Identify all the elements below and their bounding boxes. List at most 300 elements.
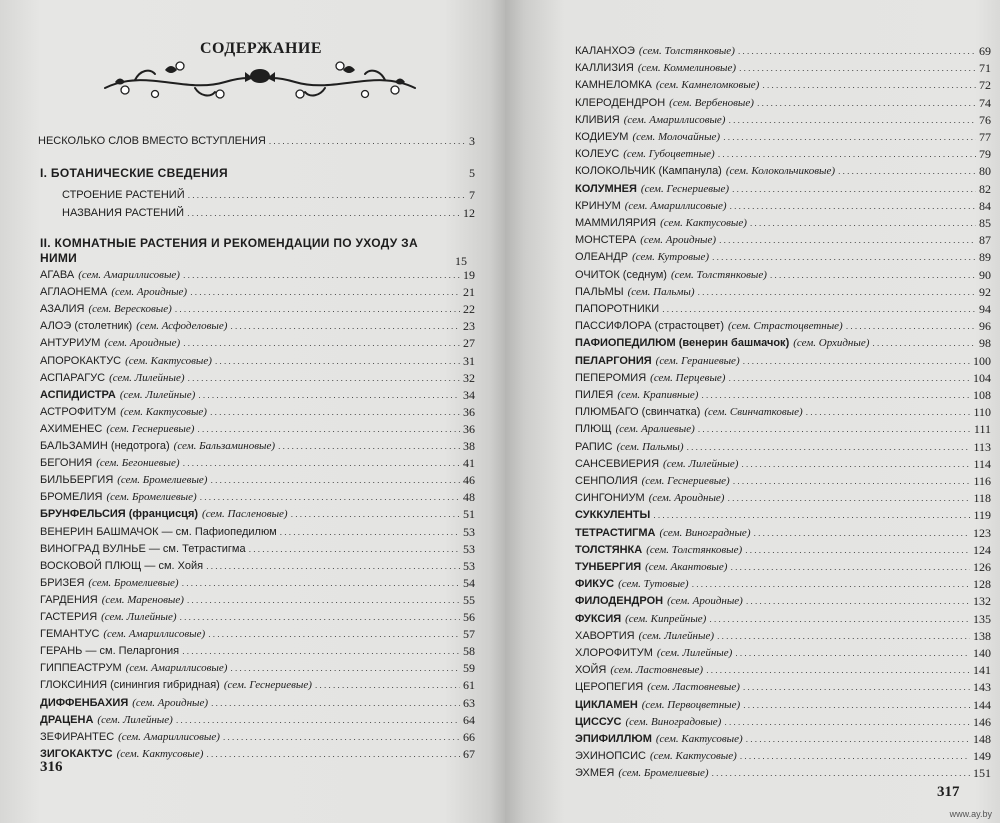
toc-entry-title: СУККУЛЕНТЫ xyxy=(575,509,651,522)
toc-entry-title: ФИЛОДЕНДРОН xyxy=(575,595,664,608)
dot-leader xyxy=(187,593,460,607)
toc-entry[interactable] xyxy=(575,422,991,436)
toc-page-number: 110 xyxy=(973,405,991,420)
toc-entry[interactable] xyxy=(575,698,991,712)
toc-page-number: 123 xyxy=(973,525,991,540)
toc-page-number: 144 xyxy=(973,697,991,712)
toc-entry-family: (сем. Коммелиновые) xyxy=(637,62,736,75)
dot-leader xyxy=(692,577,970,591)
toc-entry[interactable] xyxy=(575,336,991,350)
toc-entry[interactable] xyxy=(575,388,991,402)
toc-page-number: 46 xyxy=(463,473,475,488)
toc-entry-title: ГАРДЕНИЯ xyxy=(40,593,98,606)
toc-page-number: 53 xyxy=(463,558,475,573)
toc-entry[interactable] xyxy=(575,319,991,333)
toc-entry[interactable] xyxy=(40,593,475,607)
toc-entry-family: (сем. Кактусовые) xyxy=(660,217,747,229)
dot-leader xyxy=(198,388,460,402)
dot-leader xyxy=(269,134,466,148)
toc-page-number: 118 xyxy=(973,491,991,506)
toc-page-number: 12 xyxy=(463,206,475,220)
toc-entry-title: ЦИКЛАМЕН xyxy=(575,698,638,711)
toc-entry-family: (сем. Вербеновые) xyxy=(669,96,754,109)
toc-page-number: 51 xyxy=(463,507,475,522)
toc-entry-title: ГЕРАНЬ — см. Пеларгония xyxy=(40,645,180,658)
toc-entry-family: (сем. Мареновые) xyxy=(101,593,184,606)
toc-entry-title: КАЛЛИЗИЯ xyxy=(575,62,634,75)
toc-entry[interactable] xyxy=(40,559,475,573)
toc-page-number: 3 xyxy=(469,134,475,148)
dot-leader xyxy=(730,560,970,574)
dot-leader xyxy=(757,96,976,110)
toc-entry-title: СИНГОНИУМ xyxy=(575,492,645,505)
toc-entry[interactable] xyxy=(40,627,475,641)
toc-entry[interactable] xyxy=(40,439,475,453)
dot-leader xyxy=(718,147,976,161)
toc-section-2-heading[interactable]: II. КОМНАТНЫЕ РАСТЕНИЯ И РЕКОМЕНДАЦИИ ПО УХОДУ ЗА НИМИ xyxy=(40,236,418,265)
dot-leader xyxy=(724,715,970,729)
toc-entry[interactable] xyxy=(40,661,475,675)
dot-leader xyxy=(732,182,976,196)
toc-entry-family: (сем. Ароидные) xyxy=(132,696,209,709)
toc-page-number: 82 xyxy=(979,181,991,196)
toc-entry-family: (сем. Бромелиевые) xyxy=(117,474,208,487)
toc-entry[interactable] xyxy=(575,96,991,110)
toc-entry-family: (сем. Бромелиевые) xyxy=(618,767,709,780)
dot-leader xyxy=(739,61,976,75)
dot-leader xyxy=(230,661,460,675)
toc-entry-title: АХИМЕНЕС xyxy=(40,422,103,435)
toc-entry[interactable] xyxy=(40,473,475,487)
toc-intro[interactable] xyxy=(38,134,475,148)
toc-entry-family: (сем. Бромелиевые) xyxy=(88,576,179,589)
watermark: www.ay.by xyxy=(949,809,992,819)
toc-entry[interactable] xyxy=(575,508,991,522)
toc-entry-title: ОЧИТОК (седнум) xyxy=(575,268,667,281)
toc-entry-title: БАЛЬЗАМИН (недотрога) xyxy=(40,440,170,452)
toc-entry-family: (сем. Амариллисовые) xyxy=(118,730,220,743)
toc-entry-title: АПОРОКАКТУС xyxy=(40,354,122,367)
toc-entry[interactable] xyxy=(40,388,475,402)
dot-leader xyxy=(188,371,461,385)
toc-entry[interactable] xyxy=(40,713,475,727)
toc-entry-family: (сем. Ароидные) xyxy=(640,234,717,247)
toc-entry[interactable] xyxy=(575,766,991,780)
toc-entry-family: (сем. Пальмы) xyxy=(616,440,684,453)
toc-page-number: 79 xyxy=(979,147,991,162)
toc-entry[interactable] xyxy=(575,233,991,247)
toc-entry-family: (сем. Кактусовые) xyxy=(116,747,204,760)
dot-leader xyxy=(662,302,976,316)
toc-page-number: 114 xyxy=(973,456,991,471)
toc-page-number: 66 xyxy=(463,729,475,744)
toc-entry-family: (сем. Акантовые) xyxy=(645,561,728,573)
toc-entry[interactable] xyxy=(575,164,991,178)
toc-entry[interactable] xyxy=(575,715,991,729)
dot-leader xyxy=(741,457,970,471)
toc-entry-title: ЭХМЕЯ xyxy=(575,767,615,780)
toc-entry-family: (сем. Ластовневые) xyxy=(647,681,740,694)
toc-entry[interactable] xyxy=(40,456,475,470)
toc-entry[interactable] xyxy=(575,680,991,694)
toc-entry-title: КРИНУМ xyxy=(575,199,621,212)
toc-entry[interactable] xyxy=(40,490,475,504)
toc-entry-family: (сем. Ароидные) xyxy=(104,337,181,350)
toc-page-number: 84 xyxy=(979,198,991,213)
toc-entry[interactable] xyxy=(40,354,475,368)
toc-page-number: 54 xyxy=(463,575,475,590)
toc-entry-title: АЛОЭ (столетник) xyxy=(40,320,133,333)
toc-page-number: 56 xyxy=(463,610,475,624)
toc-entry[interactable] xyxy=(40,507,475,521)
dot-leader xyxy=(315,678,460,692)
toc-entry[interactable] xyxy=(575,250,991,264)
toc-entry[interactable] xyxy=(575,663,991,677)
dot-leader xyxy=(653,508,970,522)
toc-entry[interactable] xyxy=(40,747,475,761)
toc-entry-title: ДРАЦЕНА xyxy=(40,713,94,726)
toc-page-number: 69 xyxy=(979,44,991,58)
toc-entry[interactable] xyxy=(575,182,991,196)
page-number: 317 xyxy=(937,784,960,800)
toc-entry-title: ПЛЮМБАГО (свинчатка) xyxy=(575,406,701,419)
toc-entry-title: АГЛАОНЕМА xyxy=(40,286,108,299)
dot-leader xyxy=(723,130,976,144)
toc-entry-family: (сем. Лилейные) xyxy=(119,388,196,401)
toc-entry[interactable] xyxy=(575,130,991,144)
toc-page-number: 104 xyxy=(973,370,991,385)
toc-page-number: 92 xyxy=(979,284,991,299)
dot-leader xyxy=(712,250,976,264)
toc-entry-title: КАЛАНХОЭ xyxy=(575,45,635,57)
toc-entry-family: (сем. Вересковые) xyxy=(88,303,172,316)
toc-entry-family: (сем. Камнеломковые) xyxy=(655,79,760,92)
dot-leader xyxy=(750,216,976,230)
dot-leader xyxy=(838,164,976,178)
toc-entry-title: СТРОЕНИЕ РАСТЕНИЙ xyxy=(62,189,185,201)
toc-page-number: 141 xyxy=(973,663,991,678)
toc-page-number: 27 xyxy=(463,336,475,351)
dot-leader xyxy=(183,336,460,350)
toc-page-number: 146 xyxy=(973,714,991,729)
toc-entry-family: (сем. Страстоцветные) xyxy=(728,320,843,333)
toc-entry-title: ФИКУС xyxy=(575,578,615,591)
dot-leader xyxy=(743,680,970,694)
dot-leader xyxy=(712,766,971,780)
toc-entry-title: ХОЙЯ xyxy=(575,664,607,677)
toc-entry[interactable] xyxy=(575,371,991,385)
toc-entry[interactable] xyxy=(575,405,991,419)
dot-leader xyxy=(176,713,460,727)
toc-entry[interactable] xyxy=(40,336,475,350)
toc-entry-title: ПЛЮЩ xyxy=(575,423,612,436)
toc-entry[interactable] xyxy=(40,319,475,333)
toc-page-number: 126 xyxy=(973,560,991,574)
toc-entry-title: БИЛЬБЕРГИЯ xyxy=(40,474,114,487)
dot-leader xyxy=(698,285,976,299)
dot-leader xyxy=(698,422,971,436)
dot-leader xyxy=(743,698,970,712)
toc-entry-family: (сем. Амариллисовые) xyxy=(78,269,180,281)
toc-entry-title: АНТУРИУМ xyxy=(40,337,101,350)
dot-leader xyxy=(183,456,460,470)
dot-leader xyxy=(733,474,971,488)
toc-page-number: 36 xyxy=(463,404,475,419)
toc-entry[interactable] xyxy=(40,730,475,744)
toc-entry[interactable] xyxy=(575,594,991,608)
dot-leader xyxy=(746,594,970,608)
toc-page-number: 116 xyxy=(973,474,991,488)
dot-leader xyxy=(210,405,460,419)
toc-entry-title: КОДИЕУМ xyxy=(575,131,629,143)
dot-leader xyxy=(223,730,460,744)
dot-leader xyxy=(745,543,970,557)
toc-entry-family: (сем. Гераниевые) xyxy=(655,354,740,367)
toc-entry-title: ДИФФЕНБАХИЯ xyxy=(40,696,129,709)
toc-entry-title: ОЛЕАНДР xyxy=(575,251,629,264)
dot-leader xyxy=(743,354,970,368)
toc-entry-title: ЗИГОКАКТУС xyxy=(40,747,113,760)
toc-page-number: 67 xyxy=(463,746,475,761)
toc-entry[interactable] xyxy=(40,422,475,436)
toc-entry[interactable] xyxy=(575,457,991,471)
toc-entry-family: (сем. Лилейные) xyxy=(663,457,739,470)
dot-leader xyxy=(738,44,976,58)
toc-entry[interactable] xyxy=(40,285,475,299)
toc-page-number: 94 xyxy=(979,302,991,316)
toc-entry-title: ГЛОКСИНИЯ (синингия гибридная) xyxy=(40,679,220,692)
dot-leader xyxy=(182,576,460,590)
toc-page-number: 7 xyxy=(469,188,475,202)
toc-entry-family: (сем. Толстянковые) xyxy=(670,268,767,281)
toc-entry-family: (сем. Кактусовые) xyxy=(649,750,737,763)
toc-entry-family: (сем. Кипрейные) xyxy=(625,612,707,625)
dot-leader xyxy=(180,610,460,624)
section-heading: I. БОТАНИЧЕСКИЕ СВЕДЕНИЯ xyxy=(40,166,228,180)
toc-entry-family: (сем. Колокольчиковые) xyxy=(725,165,836,178)
toc-entry[interactable] xyxy=(575,474,991,488)
toc-entry-family: (сем. Амариллисовые) xyxy=(623,113,726,126)
toc-entry-family: (сем. Бегониевые) xyxy=(96,457,180,470)
toc-page-number: 72 xyxy=(979,78,991,93)
toc-page-number: 140 xyxy=(973,646,991,660)
toc-entry-title: ТУНБЕРГИЯ xyxy=(575,561,642,573)
toc-entry-title: НЕСКОЛЬКО СЛОВ ВМЕСТО ВСТУПЛЕНИЯ xyxy=(38,135,266,147)
toc-entry[interactable] xyxy=(575,268,991,282)
toc-entry[interactable] xyxy=(575,199,991,213)
toc-entry[interactable] xyxy=(575,629,991,643)
toc-page-number: 32 xyxy=(463,370,475,385)
toc-entry-title: КОЛЕУС xyxy=(575,148,620,161)
toc-entry[interactable] xyxy=(575,560,991,574)
toc-entry-title: НАЗВАНИЯ РАСТЕНИЙ xyxy=(62,207,185,219)
dot-leader xyxy=(728,371,970,385)
dot-leader xyxy=(206,747,460,761)
toc-entry-title: ВЕНЕРИН БАШМАЧОК — см. Пафиопедилюм xyxy=(40,525,277,538)
toc-entry[interactable] xyxy=(575,612,991,626)
toc-entry-title: ЦЕРОПЕГИЯ xyxy=(575,681,644,694)
toc-entry[interactable] xyxy=(40,302,475,316)
dot-leader xyxy=(709,612,970,626)
toc-entry[interactable] xyxy=(40,542,475,556)
toc-page-number: 21 xyxy=(463,285,475,300)
toc-page-number: 36 xyxy=(463,421,475,436)
toc-entry[interactable] xyxy=(575,526,991,540)
toc-page-number: 74 xyxy=(979,95,991,110)
toc-entry-title: КАМНЕЛОМКА xyxy=(575,79,652,92)
dot-leader xyxy=(187,206,460,220)
toc-entry-title: КОЛОКОЛЬЧИК (Кампанула) xyxy=(575,165,722,178)
toc-entry-title: КЛИВИЯ xyxy=(575,113,620,126)
toc-entry[interactable] xyxy=(575,354,991,368)
toc-entry-title: ПЕПЕРОМИЯ xyxy=(575,371,647,384)
toc-page-number: 85 xyxy=(979,216,991,230)
toc-entry[interactable] xyxy=(575,577,991,591)
toc-page-number: 23 xyxy=(463,319,475,334)
toc-entry-title: ТЕТРАСТИГМА xyxy=(575,526,656,539)
toc-page-number: 76 xyxy=(979,112,991,127)
toc-section-1[interactable] xyxy=(40,166,475,180)
toc-entry-title: ВОСКОВОЙ ПЛЮЩ — см. Хойя xyxy=(40,559,204,572)
toc-entry[interactable] xyxy=(40,371,475,385)
toc-entry[interactable] xyxy=(40,696,475,710)
toc-entry-family: (сем. Кактусовые) xyxy=(655,733,743,745)
toc-entry[interactable] xyxy=(575,543,991,557)
toc-page-number: 151 xyxy=(973,766,991,781)
dot-leader xyxy=(730,199,977,213)
dot-leader xyxy=(846,319,976,333)
toc-entry[interactable] xyxy=(40,525,475,539)
toc-entry-family: (сем. Асфоделовые) xyxy=(136,320,228,333)
toc-page-number: 111 xyxy=(973,422,991,437)
toc-page-number: 61 xyxy=(463,678,475,693)
toc-entry-family: (сем. Геснериевые) xyxy=(641,475,730,487)
toc-entry-title: ГАСТЕРИЯ xyxy=(40,611,98,623)
toc-entry[interactable] xyxy=(575,491,991,505)
toc-entry-family: (сем. Лилейные) xyxy=(101,611,177,623)
toc-entry-family: (сем. Бромелиевые) xyxy=(106,491,197,504)
toc-entry[interactable] xyxy=(40,405,475,419)
toc-entry[interactable] xyxy=(62,188,475,202)
toc-entry-family: (сем. Толстянковые) xyxy=(638,45,735,57)
toc-entry[interactable] xyxy=(575,302,991,316)
toc-entry-title: СЕНПОЛИЯ xyxy=(575,475,638,487)
toc-page-number: 5 xyxy=(469,166,475,180)
toc-entry-family: (сем. Лилейные) xyxy=(638,629,715,642)
toc-entry-title: ПЕЛАРГОНИЯ xyxy=(575,354,652,367)
toc-entry-title: АСПАРАГУС xyxy=(40,371,106,384)
toc-entry[interactable] xyxy=(575,440,991,454)
floral-ornament-icon xyxy=(95,58,425,100)
toc-entry[interactable] xyxy=(575,216,991,230)
toc-entry[interactable] xyxy=(575,78,991,92)
dot-leader xyxy=(197,422,460,436)
toc-entry-title: ПАФИОПЕДИЛЮМ (венерин башмачок) xyxy=(575,337,790,350)
toc-entry[interactable] xyxy=(575,285,991,299)
toc-page-number: 96 xyxy=(979,319,991,334)
toc-entry-title: МАММИЛЯРИЯ xyxy=(575,217,657,229)
toc-entry-family: (сем. Губоцветные) xyxy=(623,148,715,161)
toc-page-number: 89 xyxy=(979,250,991,265)
toc-entry[interactable] xyxy=(40,576,475,590)
toc-entry-title: ПАССИФЛОРА (страстоцвет) xyxy=(575,320,725,333)
toc-entry-family: (сем. Молочайные) xyxy=(632,131,721,143)
dot-leader xyxy=(208,627,460,641)
toc-entry-title: ВИНОГРАД ВУЛНЬЕ — см. Тетрастигма xyxy=(40,542,246,555)
toc-entry-title: ЦИССУС xyxy=(575,715,622,728)
toc-entry-title: АСТРОФИТУМ xyxy=(40,405,117,418)
dot-leader xyxy=(762,78,976,92)
toc-entry[interactable] xyxy=(40,268,475,282)
toc-entry[interactable] xyxy=(575,147,991,161)
dot-leader xyxy=(735,646,970,660)
toc-page-number: 55 xyxy=(463,592,475,607)
toc-entry-family: (сем. Геснериевые) xyxy=(640,182,729,195)
toc-entry[interactable] xyxy=(575,749,991,763)
toc-entry[interactable] xyxy=(575,61,991,75)
toc-entry-family: (сем. Пальмы) xyxy=(627,285,695,298)
toc-entry-family: (сем. Ароидные) xyxy=(111,286,188,299)
toc-entry-family: (сем. Геснериевые) xyxy=(223,679,312,692)
toc-page-number: 19 xyxy=(463,268,475,282)
dot-leader xyxy=(190,285,460,299)
toc-entry-title: ТОЛСТЯНКА xyxy=(575,543,643,556)
toc-entry-family: (сем. Ароидные) xyxy=(648,492,725,505)
page-title: СОДЕРЖАНИЕ xyxy=(200,40,323,57)
toc-page-number: 80 xyxy=(979,164,991,179)
toc-page-number: 113 xyxy=(973,439,991,454)
toc-entry[interactable] xyxy=(40,644,475,658)
dot-leader xyxy=(753,526,970,540)
toc-page-number: 124 xyxy=(973,542,991,557)
page-number: 316 xyxy=(40,759,63,775)
dot-leader xyxy=(701,388,970,402)
toc-entry-family: (сем. Ароидные) xyxy=(667,595,743,608)
toc-page-number: 128 xyxy=(973,577,991,592)
toc-entry-title: АГАВА xyxy=(40,269,75,281)
toc-page-number: 15 xyxy=(455,254,467,268)
toc-entry-family: (сем. Свинчатковые) xyxy=(704,406,803,419)
toc-entry-family: (сем. Орхидные) xyxy=(793,337,870,350)
toc-page-number: 148 xyxy=(973,732,991,746)
dot-leader xyxy=(728,113,976,127)
dot-leader xyxy=(230,319,460,333)
toc-entry[interactable] xyxy=(575,44,991,58)
toc-entry[interactable] xyxy=(62,206,475,220)
dot-leader xyxy=(211,696,460,710)
toc-entry-family: (сем. Первоцветные) xyxy=(641,698,741,711)
toc-entry[interactable] xyxy=(575,646,991,660)
toc-entry[interactable] xyxy=(40,610,475,624)
dot-leader xyxy=(740,749,970,763)
toc-entry-title: ЭХИНОПСИС xyxy=(575,750,646,763)
toc-entry[interactable] xyxy=(40,678,475,692)
toc-entry-family: (сем. Лилейные) xyxy=(109,371,185,384)
toc-entry-title: РАПИС xyxy=(575,440,613,453)
toc-page-number: 53 xyxy=(463,524,475,539)
toc-page-number: 31 xyxy=(463,353,475,368)
toc-page-number: 22 xyxy=(463,302,475,317)
toc-entry[interactable] xyxy=(575,113,991,127)
toc-page-number: 59 xyxy=(463,661,475,676)
toc-entry[interactable] xyxy=(575,732,991,746)
toc-page-number: 149 xyxy=(973,749,991,764)
toc-entry-title: КЛЕРОДЕНДРОН xyxy=(575,96,666,109)
toc-entry-family: (сем. Толстянковые) xyxy=(646,543,743,556)
toc-entry-title: ГЕМАНТУС xyxy=(40,628,100,641)
dot-leader xyxy=(806,405,971,419)
toc-page-number: 63 xyxy=(463,695,475,710)
